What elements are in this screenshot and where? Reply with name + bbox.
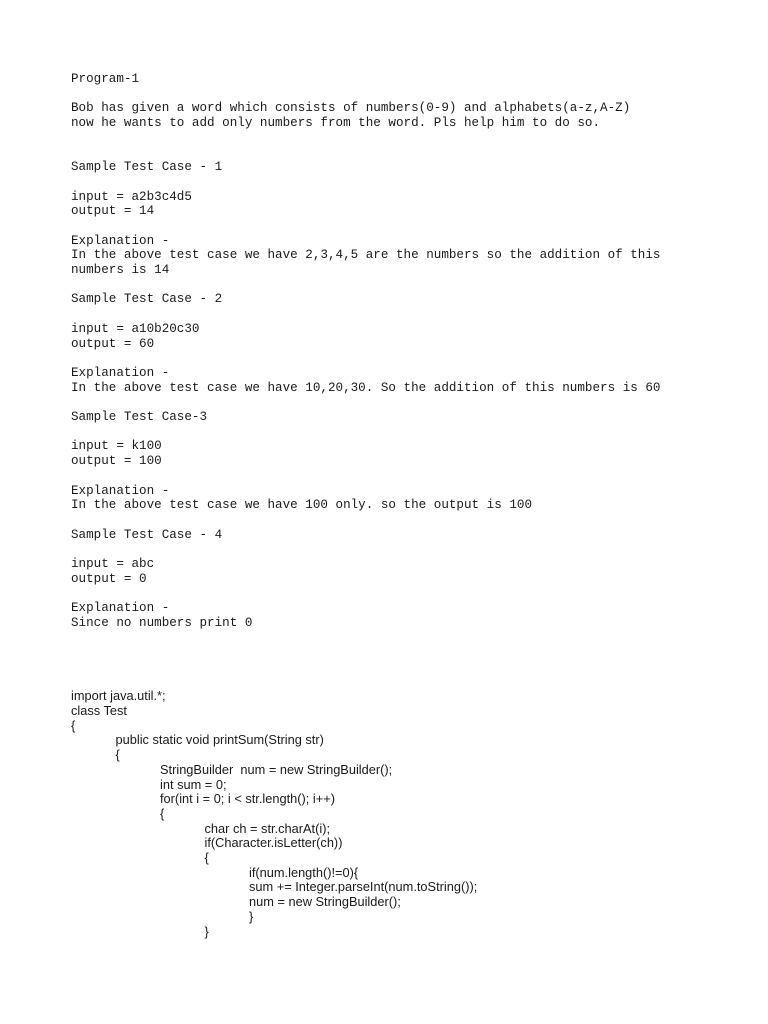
problem-line: Bob has given a word which consists of numbers(0-9) and alphabets(a-z,A-Z) [71, 101, 631, 116]
code-line: StringBuilder num = new StringBuilder(); [160, 761, 393, 777]
explanation-label: Explanation - [71, 483, 170, 498]
code-line: char ch = str.charAt(i); [204, 820, 331, 836]
test-case-4 [71, 528, 731, 631]
code-line: for(int i = 0; i < str.length(); i++) [160, 791, 335, 807]
code-line: class Test [71, 703, 127, 719]
test-case-input: input = a10b20c30 [71, 321, 200, 336]
test-case-2 [71, 292, 731, 395]
test-case-output: output = 14 [71, 204, 155, 219]
code-line: { [204, 850, 209, 866]
code-line: sum += Integer.parseInt(num.toString()); [249, 879, 478, 895]
explanation-label: Explanation - [71, 365, 170, 380]
test-case-1 [71, 160, 731, 278]
code-line: } [249, 908, 254, 924]
problem-line: now he wants to add only numbers from the word. Pls help him to do so. [71, 116, 601, 131]
test-case-output: output = 0 [71, 571, 147, 586]
code-block [71, 689, 731, 939]
test-case-output: output = 100 [71, 454, 162, 469]
test-case-heading: Sample Test Case - 4 [71, 527, 223, 542]
test-case-heading: Sample Test Case-3 [71, 410, 208, 425]
code-line: num = new StringBuilder(); [249, 894, 401, 910]
code-line: if(num.length()!=0){ [249, 864, 359, 880]
code-line: int sum = 0; [160, 776, 227, 792]
explanation-label: Explanation - [71, 233, 170, 248]
test-case-input: input = a2b3c4d5 [71, 189, 192, 204]
code-line: { [71, 717, 76, 733]
test-case-output: output = 60 [71, 336, 155, 351]
program-title: Program-1 [71, 72, 140, 86]
test-case-3 [71, 410, 731, 513]
code-line: { [115, 747, 120, 763]
document-page [71, 72, 731, 939]
code-line: if(Character.isLetter(ch)) [204, 835, 343, 851]
explanation-text: numbers is 14 [71, 263, 170, 278]
test-case-heading: Sample Test Case - 2 [71, 292, 223, 307]
test-case-heading: Sample Test Case - 1 [71, 160, 223, 175]
test-case-input: input = abc [71, 557, 155, 572]
explanation-text: In the above test case we have 10,20,30. So the addition of this numbers is 60 [71, 380, 661, 395]
explanation-text: In the above test case we have 100 only. so the output is 100 [71, 498, 533, 513]
code-line: import java.util.*; [71, 688, 166, 704]
code-line: { [160, 805, 165, 821]
explanation-text: Since no numbers print 0 [71, 615, 253, 630]
code-line: } [204, 923, 209, 939]
test-case-input: input = k100 [71, 439, 162, 454]
explanation-label: Explanation - [71, 601, 170, 616]
explanation-text: In the above test case we have 2,3,4,5 are the numbers so the addition of this [71, 248, 661, 263]
code-line: public static void printSum(String str) [115, 732, 324, 748]
